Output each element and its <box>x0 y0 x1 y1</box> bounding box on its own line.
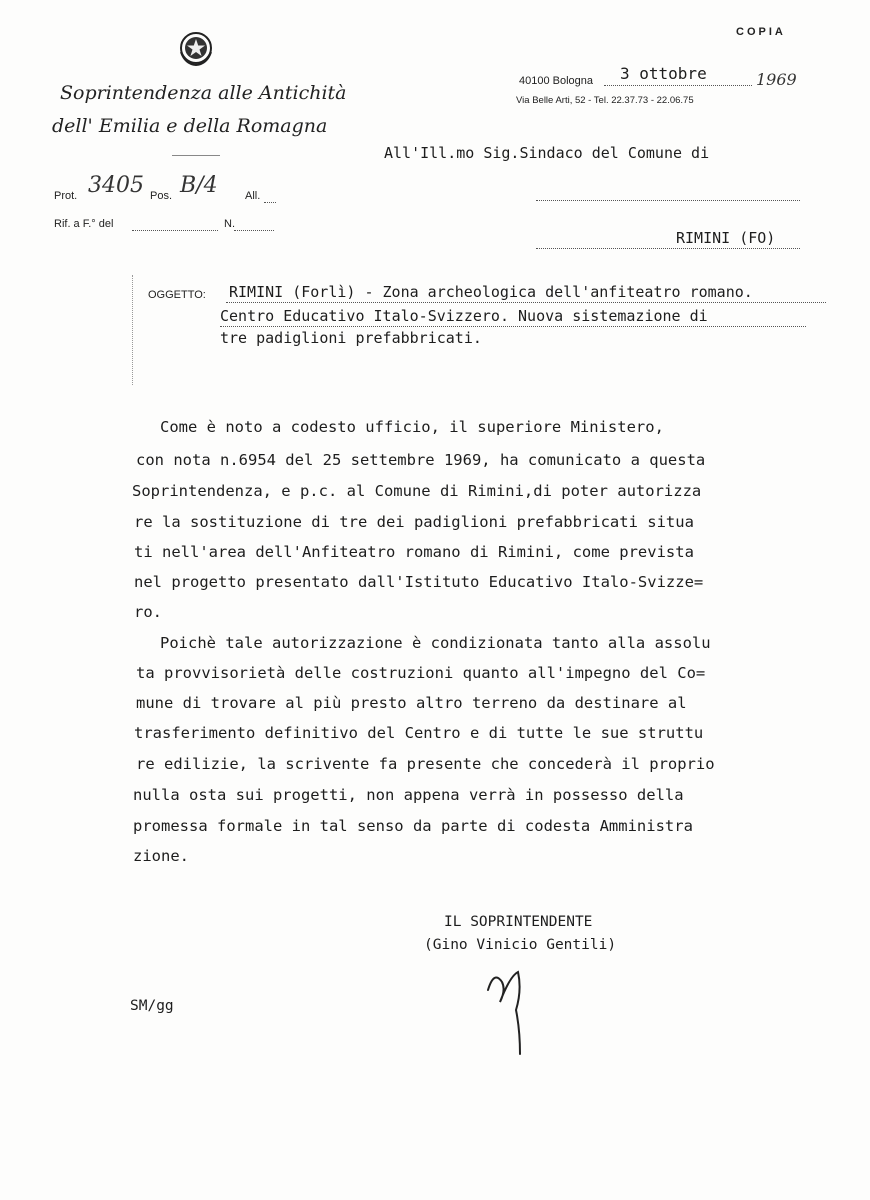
letter-date: 3 ottobre <box>620 64 707 83</box>
recipient-line1: All'Ill.mo Sig.Sindaco del Comune di <box>384 144 710 162</box>
copia-stamp: COPIA <box>736 26 786 38</box>
body-line: promessa formale in tal senso da parte di codesta Amministra <box>133 817 693 835</box>
date-field <box>604 85 752 86</box>
subject-line2: Centro Educativo Italo-Svizzero. Nuova sistemazione di <box>220 307 708 325</box>
body-line: Soprintendenza, e p.c. al Comune di Rimini,di poter autorizza <box>132 482 702 500</box>
subject-underline1 <box>226 302 826 303</box>
rif-field <box>132 230 218 231</box>
subject-line1: RIMINI (Forlì) - Zona archeologica dell'anfiteatro romano. <box>229 283 753 301</box>
body-line: re edilizie, la scrivente fa presente che concederà il proprio <box>136 755 715 773</box>
body-line: nel progetto presentato dall'Istituto Educativo Italo-Svizze= <box>134 573 704 591</box>
body-line: ta provvisorietà delle costruzioni quanto all'impegno del Co= <box>136 664 706 682</box>
signatory-title: IL SOPRINTENDENTE <box>444 914 593 930</box>
body-line: re la sostituzione di tre dei padiglioni prefabbricati situa <box>134 513 694 531</box>
body-line: zione. <box>133 847 189 865</box>
subject-underline2 <box>220 326 806 327</box>
body-line: ti nell'area dell'Anfiteatro romano di Rimini, come prevista <box>134 543 694 561</box>
body-line: Come è noto a codesto ufficio, il superiore Ministero, <box>160 418 664 436</box>
body-line: con nota n.6954 del 25 settembre 1969, ha comunicato a questa <box>136 451 706 469</box>
recipient-field <box>536 200 800 201</box>
typist-initials: SM/gg <box>130 998 174 1014</box>
recipient-city-field <box>536 248 800 249</box>
all-label: All. <box>245 190 261 202</box>
office-name-line1: Soprintendenza alle Antichità <box>60 82 347 104</box>
body-line: ro. <box>134 603 162 621</box>
prot-number: 3405 <box>88 173 144 198</box>
subject-line3: tre padiglioni prefabbricati. <box>220 329 482 347</box>
handwritten-signature <box>480 960 550 1060</box>
republic-emblem-icon <box>175 28 217 68</box>
office-name-line2: dell' Emilia e della Romagna <box>52 115 328 137</box>
body-line: mune di trovare al più presto altro terreno da destinare al <box>136 694 687 712</box>
recipient-line2: RIMINI (FO) <box>676 229 776 247</box>
subject-label: OGGETTO: <box>148 289 206 301</box>
body-line: nulla osta sui progetti, non appena verrà in possesso della <box>133 786 684 804</box>
n-field <box>234 230 274 231</box>
body-line: Poichè tale autorizzazione è condizionata tanto alla assolu <box>160 634 711 652</box>
rif-label: Rif. a F.° del <box>54 218 114 230</box>
all-field <box>264 202 276 203</box>
pos-value: B/4 <box>180 173 218 198</box>
signatory-name: (Gino Vinicio Gentili) <box>424 937 617 953</box>
pos-label: Pos. <box>150 190 173 202</box>
body-line: trasferimento definitivo del Centro e di tutte le sue struttu <box>134 724 704 742</box>
n-label: N. <box>224 218 235 230</box>
office-divider <box>172 155 220 156</box>
prot-label: Prot. <box>54 190 78 202</box>
letter-year: 1969 <box>756 70 797 89</box>
margin-line <box>132 275 133 385</box>
city-label: 40100 Bologna <box>519 75 594 87</box>
office-address: Via Belle Arti, 52 - Tel. 22.37.73 - 22.06.75 <box>516 95 694 106</box>
